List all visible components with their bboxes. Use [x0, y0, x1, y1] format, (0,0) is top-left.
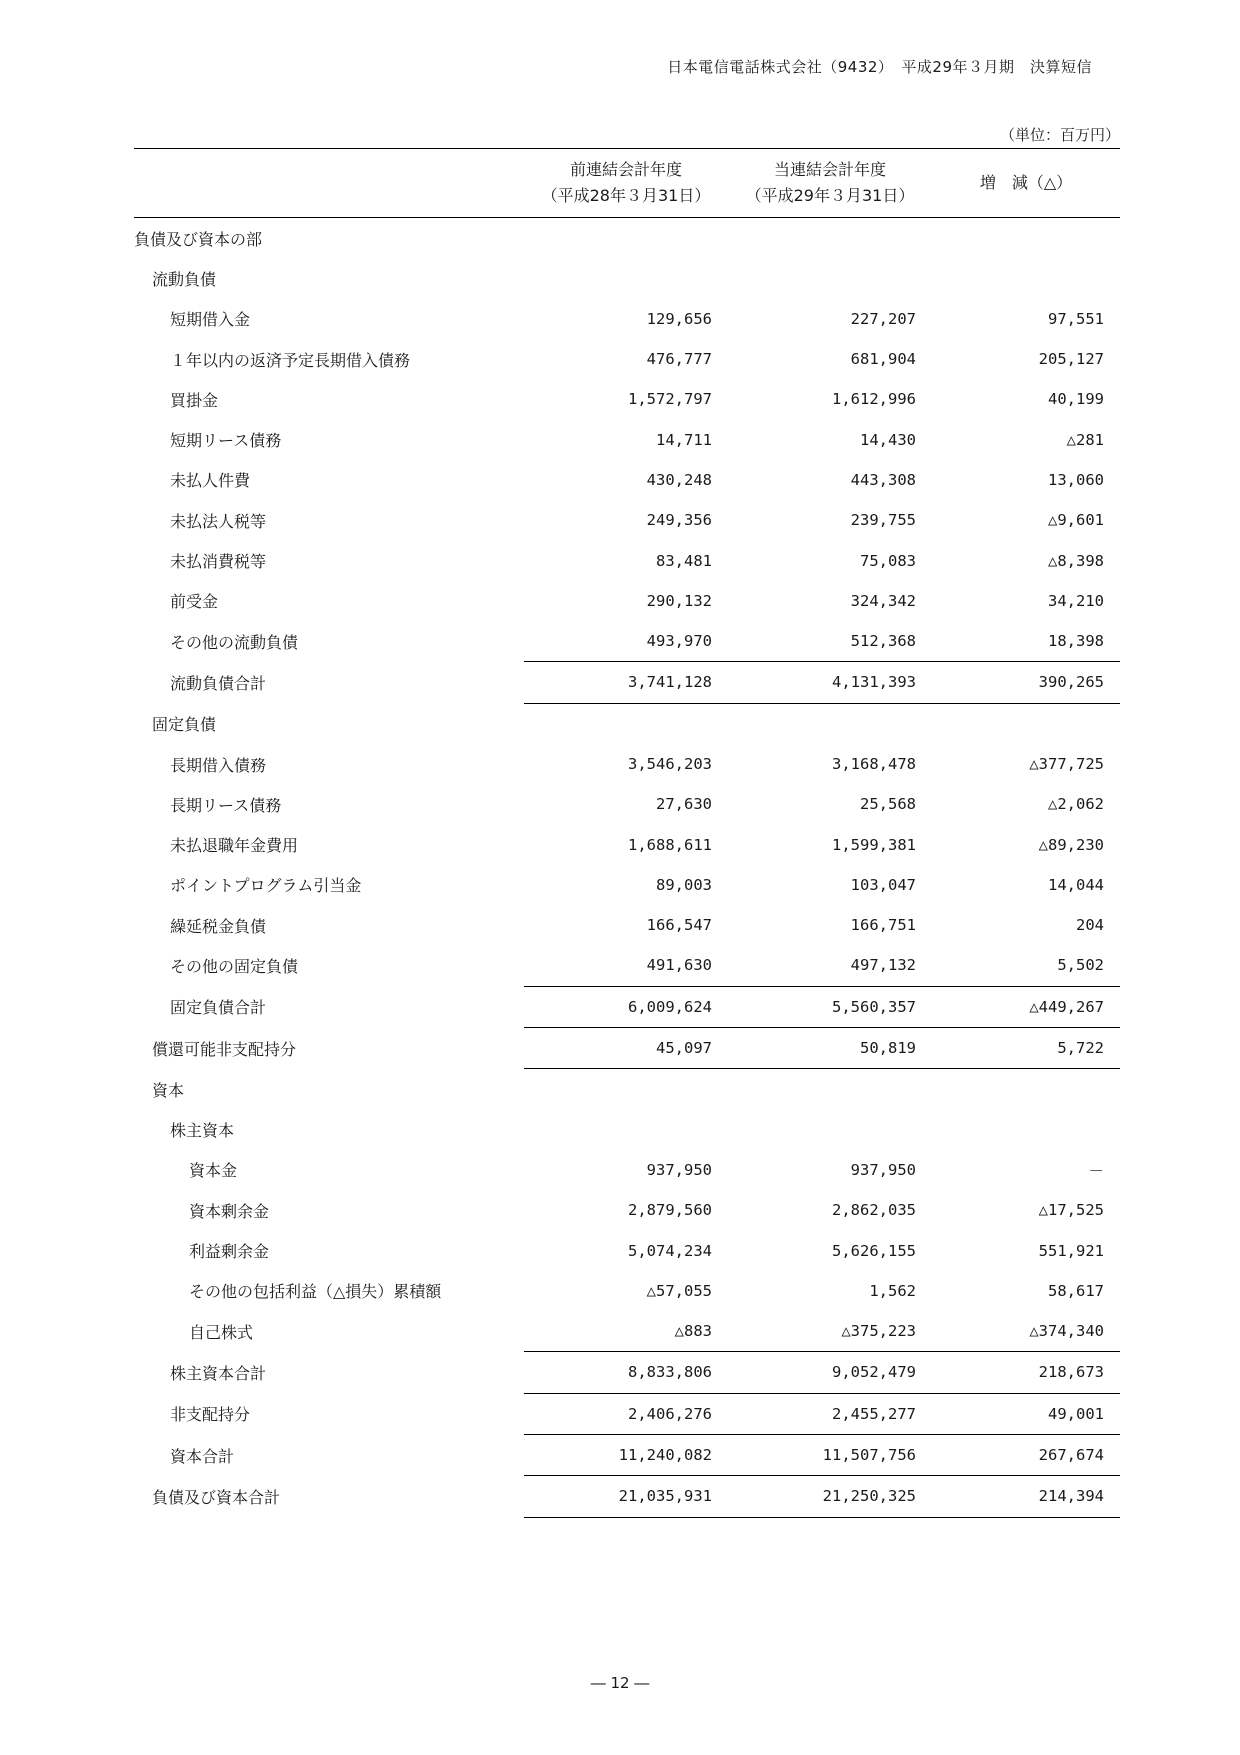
diff-value: 204: [1076, 916, 1104, 935]
curr-value: 50,819: [728, 1027, 932, 1068]
row-label: 負債及び資本合計: [152, 1487, 281, 1507]
table-row: [134, 784, 1120, 824]
table-row: [134, 1271, 1120, 1311]
table-row: [134, 945, 1120, 986]
curr-value: 937,950: [850, 1160, 916, 1179]
row-label: 株主資本合計: [170, 1363, 267, 1383]
header-change: [932, 149, 1120, 218]
diff-value: 58,617: [1048, 1281, 1104, 1300]
table-row: [134, 703, 1120, 744]
balance-sheet-table: [134, 148, 1120, 1518]
header-prior-year: [524, 149, 728, 218]
curr-value: 166,751: [850, 916, 916, 935]
diff-value: 13,060: [1048, 470, 1104, 489]
prev-value: 27,630: [656, 795, 712, 814]
curr-value: 4,131,393: [728, 662, 932, 703]
curr-value: [728, 258, 932, 298]
table-row: [134, 581, 1120, 621]
prev-value: 493,970: [646, 632, 712, 651]
curr-value: 324,342: [850, 591, 916, 610]
prev-value: 5,074,234: [628, 1241, 712, 1260]
curr-value: 21,250,325: [728, 1476, 932, 1517]
curr-value: 5,626,155: [832, 1241, 916, 1260]
table-row-subtotal: [134, 662, 1120, 703]
prev-value: 2,879,560: [628, 1201, 712, 1220]
row-label: 短期リース債務: [170, 431, 282, 451]
diff-value: 5,722: [932, 1027, 1120, 1068]
curr-value: 25,568: [860, 795, 916, 814]
table-row: [134, 540, 1120, 580]
prev-value: 249,356: [646, 511, 712, 530]
table-row: [134, 419, 1120, 459]
row-label: 非支配持分: [170, 1405, 251, 1425]
curr-value: 75,083: [860, 551, 916, 570]
prev-value: 430,248: [646, 470, 712, 489]
table-row-grand-total: [134, 1476, 1120, 1517]
diff-value: △377,725: [1029, 755, 1104, 773]
diff-value: 97,551: [1048, 309, 1104, 328]
diff-value: 14,044: [1048, 875, 1104, 894]
table-row: [134, 460, 1120, 500]
unit-label: （単位：百万円）: [999, 126, 1120, 144]
row-label: 資本剰余金: [189, 1201, 270, 1221]
table-row: [134, 1190, 1120, 1230]
prev-value: 83,481: [656, 551, 712, 570]
row-label: 株主資本: [170, 1121, 235, 1141]
curr-value: 1,562: [869, 1281, 916, 1300]
prev-value: 3,546,203: [628, 755, 712, 773]
diff-value: △281: [1066, 430, 1104, 449]
table-row-subtotal: [134, 1393, 1120, 1434]
prev-value: 166,547: [646, 916, 712, 935]
diff-value: 214,394: [932, 1476, 1120, 1517]
row-label: 長期借入債務: [170, 755, 267, 775]
header-label-column: [134, 149, 524, 218]
row-label: 前受金: [170, 592, 219, 612]
table-row: [134, 744, 1120, 784]
table-row: [134, 1069, 1120, 1110]
diff-value: [932, 1110, 1120, 1150]
row-label: 負債及び資本の部: [134, 229, 263, 249]
header-current-year-date: （平成29年３月31日）: [745, 186, 915, 205]
prev-value: 45,097: [524, 1027, 728, 1068]
document-header: 日本電信電話株式会社（9432） 平成29年３月期 決算短信: [667, 58, 1092, 76]
curr-value: 14,430: [860, 430, 916, 449]
curr-value: 2,862,035: [832, 1201, 916, 1220]
table-row: [134, 621, 1120, 662]
curr-value: 681,904: [850, 350, 916, 369]
header-current-year: [728, 149, 932, 218]
row-label: 未払消費税等: [170, 552, 267, 572]
prev-value: 1,572,797: [628, 390, 712, 409]
prev-value: 21,035,931: [524, 1476, 728, 1517]
row-label: 短期借入金: [170, 310, 251, 330]
row-label: その他の流動負債: [170, 632, 299, 652]
table-row: [134, 824, 1120, 864]
row-label: 利益剰余金: [189, 1242, 270, 1262]
prev-value: 11,240,082: [524, 1434, 728, 1475]
table-row: [134, 218, 1120, 259]
prev-value: [524, 1110, 728, 1150]
diff-value: △374,340: [1029, 1322, 1104, 1341]
table-row: [134, 339, 1120, 379]
table-row: [134, 500, 1120, 540]
row-label: 流動負債合計: [170, 673, 267, 693]
page-number: ― 12 ―: [590, 1674, 650, 1692]
table-row: [134, 258, 1120, 298]
prev-value: 3,741,128: [524, 662, 728, 703]
diff-value: 34,210: [1048, 591, 1104, 610]
header-change-title: 増 減（△）: [979, 173, 1073, 192]
diff-value: 218,673: [932, 1352, 1120, 1393]
diff-value: △449,267: [932, 986, 1120, 1027]
curr-value: 1,599,381: [832, 835, 916, 854]
row-label: 流動負債: [152, 269, 217, 289]
diff-value: 18,398: [1048, 632, 1104, 651]
curr-value: [728, 1069, 932, 1110]
curr-value: 1,612,996: [832, 390, 916, 409]
diff-value: △2,062: [1048, 795, 1104, 814]
prev-value: 14,711: [656, 430, 712, 449]
row-label: 固定負債合計: [170, 998, 267, 1018]
diff-value: 205,127: [1038, 350, 1104, 369]
row-label: 未払人件費: [170, 471, 251, 491]
diff-value: 390,265: [932, 662, 1120, 703]
curr-value: [728, 703, 932, 744]
prev-value: 2,406,276: [524, 1393, 728, 1434]
row-label: １年以内の返済予定長期借入債務: [170, 350, 411, 370]
header-current-year-title: 当連結会計年度: [773, 160, 886, 179]
table-row: [134, 1150, 1120, 1190]
curr-value: 512,368: [850, 632, 916, 651]
prev-value: △57,055: [646, 1281, 712, 1300]
table-row: [134, 1110, 1120, 1150]
prev-value: 8,833,806: [524, 1352, 728, 1393]
curr-value: 11,507,756: [728, 1434, 932, 1475]
header-prior-year-title: 前連結会計年度: [569, 160, 682, 179]
curr-value: 2,455,277: [728, 1393, 932, 1434]
row-label: 繰延税金負債: [170, 916, 267, 936]
row-label: ポイントプログラム引当金: [170, 876, 362, 896]
row-label: 固定負債: [152, 714, 217, 734]
prev-value: [524, 258, 728, 298]
diff-value: －: [1088, 1161, 1104, 1180]
curr-value: 5,560,357: [728, 986, 932, 1027]
row-label: 買掛金: [170, 390, 219, 410]
curr-value: 227,207: [850, 309, 916, 328]
table-row: [134, 299, 1120, 339]
diff-value: 49,001: [932, 1393, 1120, 1434]
prev-value: 1,688,611: [628, 835, 712, 854]
row-label: 未払法人税等: [170, 511, 267, 531]
prev-value: 6,009,624: [524, 986, 728, 1027]
diff-value: [932, 703, 1120, 744]
prev-value: [524, 1069, 728, 1110]
curr-value: 443,308: [850, 470, 916, 489]
curr-value: 103,047: [850, 875, 916, 894]
prev-value: [524, 703, 728, 744]
table-row-subtotal: [134, 1352, 1120, 1393]
diff-value: 40,199: [1048, 390, 1104, 409]
table-row: [134, 865, 1120, 905]
prev-value: 937,950: [646, 1160, 712, 1179]
prev-value: △883: [674, 1322, 712, 1341]
row-label: 償還可能非支配持分: [152, 1039, 297, 1059]
table-header: [134, 149, 1120, 218]
row-label: 資本金: [189, 1161, 238, 1181]
prev-value: 89,003: [656, 875, 712, 894]
curr-value: 3,168,478: [832, 755, 916, 773]
curr-value: △375,223: [841, 1322, 916, 1341]
prev-value: [524, 218, 728, 259]
prev-value: 476,777: [646, 350, 712, 369]
row-label: 未払退職年金費用: [170, 836, 299, 856]
diff-value: △8,398: [1048, 551, 1104, 570]
row-label: その他の固定負債: [170, 957, 299, 977]
prev-value: 129,656: [646, 309, 712, 328]
curr-value: 497,132: [850, 956, 916, 975]
diff-value: △17,525: [1038, 1201, 1104, 1220]
table-row: [134, 1230, 1120, 1270]
curr-value: [728, 218, 932, 259]
row-label: 資本合計: [170, 1446, 235, 1466]
diff-value: [932, 258, 1120, 298]
diff-value: 5,502: [1057, 956, 1104, 975]
curr-value: 239,755: [850, 511, 916, 530]
row-label: 自己株式: [189, 1322, 254, 1342]
table-row-subtotal: [134, 986, 1120, 1027]
curr-value: 9,052,479: [728, 1352, 932, 1393]
diff-value: [932, 218, 1120, 259]
row-label: 長期リース債務: [170, 795, 282, 815]
table-row: [134, 905, 1120, 945]
table-row-subtotal: [134, 1027, 1120, 1068]
curr-value: [728, 1110, 932, 1150]
diff-value: △9,601: [1048, 511, 1104, 530]
diff-value: [932, 1069, 1120, 1110]
prev-value: 290,132: [646, 591, 712, 610]
table-row: [134, 379, 1120, 419]
table-row: [134, 1311, 1120, 1352]
row-label: その他の包括利益（△損失）累積額: [189, 1282, 442, 1302]
header-prior-year-date: （平成28年３月31日）: [541, 186, 711, 205]
diff-value: △89,230: [1038, 835, 1104, 854]
row-label: 資本: [152, 1080, 185, 1100]
diff-value: 551,921: [1038, 1241, 1104, 1260]
diff-value: 267,674: [932, 1434, 1120, 1475]
table-row-subtotal: [134, 1434, 1120, 1475]
prev-value: 491,630: [646, 956, 712, 975]
